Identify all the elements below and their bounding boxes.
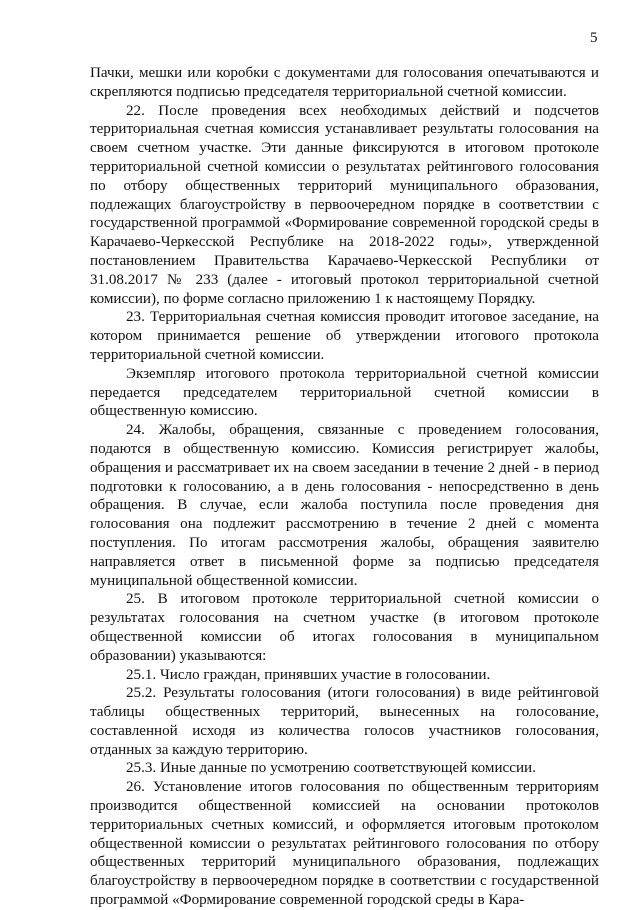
paragraph-25-2: 25.2. Результаты голосования (итоги голосования) в виде рейтинговой таблицы общественных территорий, вынесенных на голосование, составленной исходя из количества голосов участников голосования, отданных за каждую территорию. (90, 685, 599, 758)
paragraph-continuation: Пачки, мешки или коробки с документами для голосования опечатываются и скрепляются подписью председателя территориальной счетной комиссии. (90, 65, 599, 100)
paragraph-26: 26. Установление итогов голосования по общественным территориям производится общественной комиссией на основании протоколов территориальных счетных комиссий, и оформляется итоговым протоколом общественной комиссии о результатах рейтингового голосования по отбору общественных территорий муниципального образования, подлежащих благоустройству в первоочередном порядке в соответствии с государственной программой «Формирование современной городской среды в Кара- (90, 779, 599, 909)
document-body (90, 64, 599, 910)
paragraph-23-protocol-copy: Экземпляр итогового протокола территориальной счетной комиссии передается председателем территориальной счетной комиссии в общественную комиссию. (90, 365, 599, 420)
paragraph-25-1: 25.1. Число граждан, принявших участие в голосовании. (126, 666, 491, 683)
paragraph-25-3: 25.3. Иные данные по усмотрению соответствующей комиссии. (126, 760, 536, 777)
paragraph-23: 23. Территориальная счетная комиссия проводит итоговое заседание, на котором принимается решение об утверждении итогового протокола территориальной счетной комиссии. (90, 309, 599, 363)
paragraph-24: 24. Жалобы, обращения, связанные с проведением голосования, подаются в общественную комиссию. Комиссия регистрирует жалобы, обращения и рассматривает их на своем заседании в течение 2 дней - в период подготовки к голосованию, а в день голосования - непосредственно в день обращения. В случае, если жалоба поступила после проведения дня голосования она подлежит рассмотрению в течение 2 дней с момента поступления. По итогам рассмотрения жалобы, обращения заявителю направляется ответ в письменной форме за подписью председателя муниципальной общественной комиссии. (90, 422, 599, 589)
page-number: 5 (590, 30, 598, 46)
paragraph-22: 22. После проведения всех необходимых действий и подсчетов территориальная счетная комиссия устанавливает результаты голосования на своем счетном участке. Эти данные фиксируются в итоговом протоколе территориальной счетной комиссии о результатах рейтингового голосования по отбору общественных территорий муниципального образования, подлежащих благоустройству в первоочередном порядке в соответствии с государственной программой «Формирование современной городской среды в Карачаево-Черкесской Республике на 2018-2022 годы», утвержденной постановлением Правительства Карачаево-Черкесской Республики от 31.08.2017 № 233 (далее - итоговый протокол территориальной счетной комиссии), по форме согласно приложению 1 к настоящему Порядку. (90, 102, 599, 307)
paragraph-25: 25. В итоговом протоколе территориальной счетной комиссии о результатах голосования на счетном участке (в итоговом протоколе общественной комиссии об итогах голосования в муниципальном образовании) указываются: (90, 591, 599, 664)
